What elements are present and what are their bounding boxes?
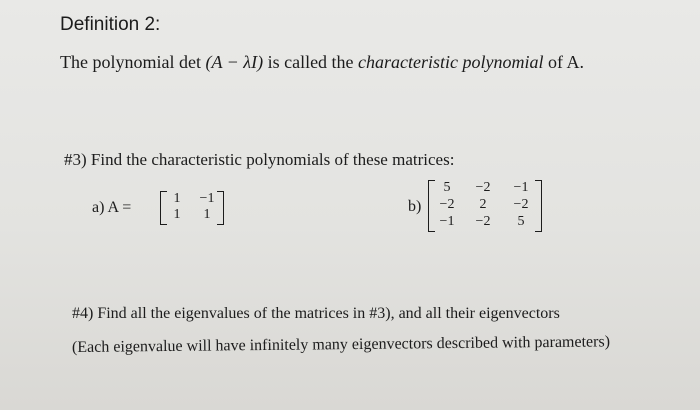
matrix-b-left-bracket <box>428 180 435 232</box>
matrix-b-right-bracket <box>535 180 542 232</box>
matrix-b-cell: −1 <box>513 180 529 195</box>
question-3-prompt: #3) Find the characteristic polynomials of these matrices: <box>64 150 455 169</box>
matrix-b-cell: 2 <box>479 197 487 212</box>
definition-title: Definition 2: <box>60 14 161 35</box>
question-4-note: (Each eigenvalue will have infinitely many eigenvectors described with parameters) <box>71 333 611 356</box>
matrix-a-cell: 1 <box>173 207 181 222</box>
matrix-b-cell: −2 <box>439 197 455 212</box>
matrix-b-cell: 5 <box>443 180 451 195</box>
definition-text-mid: is called the <box>263 52 359 72</box>
matrix-a-cell: 1 <box>203 207 211 222</box>
matrix-b-cell: −2 <box>513 197 529 212</box>
matrix-a-label: a) A = <box>92 199 132 216</box>
matrix-b-cell: −2 <box>475 214 491 229</box>
matrix-b-cell: −1 <box>439 214 455 229</box>
question-4-prompt: #4) Find all the eigenvalues of the matrices in #3), and all their eigenvectors <box>72 305 560 322</box>
definition-text-end: of A. <box>543 52 585 72</box>
definition-expression: (A − λI) <box>205 52 264 72</box>
matrix-b-label: b) <box>408 198 422 215</box>
matrix-b-cell: −2 <box>475 180 491 195</box>
matrix-b-cell: 5 <box>517 214 525 229</box>
matrix-a-cell: −1 <box>199 191 215 206</box>
matrix-b <box>428 180 542 232</box>
definition-text-start: The polynomial det <box>60 52 206 72</box>
matrix-a-right-bracket <box>217 191 224 225</box>
definition-text <box>60 52 584 73</box>
matrix-a <box>160 191 224 225</box>
matrix-a-cell: 1 <box>173 191 181 206</box>
definition-term: characteristic polynomial <box>358 52 544 72</box>
